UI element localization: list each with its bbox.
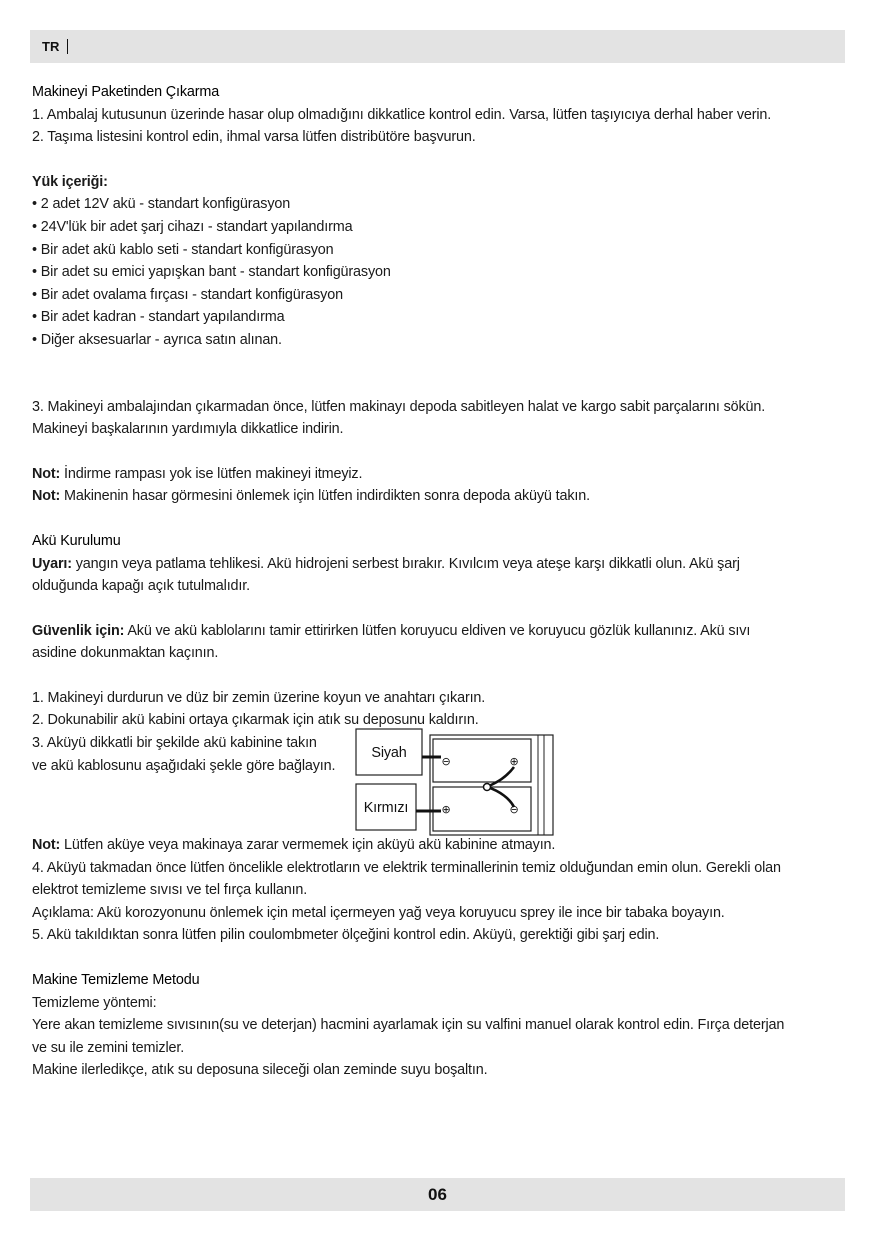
- terminal-minus-icon: ⊖: [441, 756, 451, 769]
- step: 1. Makineyi durdurun ve düz bir zemin üzerine koyun ve anahtarı çıkarın.: [32, 689, 486, 706]
- list-item: • Bir adet ovalama fırçası - standart konfigürasyon: [32, 286, 343, 303]
- note: [32, 463, 837, 486]
- page-number: 06: [428, 1185, 447, 1204]
- note-text: Makinenin hasar görmesini önlemek için lütfen indirdikten sonra depoda aküyü takın.: [60, 488, 590, 505]
- warning: [32, 553, 837, 576]
- section-title-cleaning: Makine Temizleme Metodu: [32, 972, 200, 989]
- paragraph: 1. Ambalaj kutusunun üzerinde hasar olup olmadığını dikkatlice kontrol edin. Varsa, lütfen taşıyıcıya derhal haber verin.: [32, 106, 772, 123]
- safety: [32, 620, 837, 643]
- step: 3. Aküyü dikkatli bir şekilde akü kabinine takın: [32, 735, 317, 752]
- warning-text: yangın veya patlama tehlikesi. Akü hidrojeni serbest bırakır. Kıvılcım veya ateşe karşı dikkatli olun. Akü şarj: [71, 555, 740, 572]
- list-item: • Bir adet kadran - standart yapılandırma: [32, 309, 285, 326]
- list-item: • 24V'lük bir adet şarj cihazı - standart yapılandırma: [32, 218, 353, 235]
- paragraph: Makineyi başkalarının yardımıyla dikkatlice indirin.: [32, 421, 344, 438]
- safety-text: Akü ve akü kablolarını tamir ettirirken lütfen koruyucu eldiven ve koruyucu gözlük kullanınız. Akü sıvı: [124, 622, 751, 639]
- note-text: İndirme rampası yok ise lütfen makineyi itmeyiz.: [60, 465, 363, 482]
- section-title-contents: Yük içeriği:: [32, 173, 108, 190]
- paragraph: Yere akan temizleme sıvısının(su ve deterjan) hacmini ayarlamak için su valfini manuel olarak kontrol edin. Fırça deterjan: [32, 1017, 785, 1034]
- list-item: • 2 adet 12V akü - standart konfigürasyon: [32, 196, 291, 213]
- note-label: Not:: [32, 465, 61, 482]
- terminal-plus-icon: ⊕: [509, 756, 519, 769]
- section-title-battery: Akü Kurulumu: [32, 532, 121, 549]
- language-label: TR: [42, 39, 68, 54]
- step: 5. Akü takıldıktan sonra lütfen pilin coulombmeter ölçeğini kontrol edin. Aküyü, gerektiği gibi şarj edin.: [32, 927, 660, 944]
- note: [32, 485, 837, 508]
- paragraph: ve su ile zemini temizler.: [32, 1039, 185, 1056]
- paragraph: Temizleme yöntemi:: [32, 994, 157, 1011]
- paragraph: asidine dokunmaktan kaçının.: [32, 645, 219, 662]
- explanation: Açıklama: Akü korozyonunu önlemek için metal içermeyen yağ veya koruyucu sprey ile ince bir tabaka boyayın.: [32, 904, 725, 921]
- section-title-unpacking: Makineyi Paketinden Çıkarma: [32, 84, 220, 100]
- paragraph: 2. Taşıma listesini kontrol edin, ihmal varsa lütfen distribütöre başvurun.: [32, 129, 476, 146]
- terminal-plus-icon: ⊕: [441, 804, 451, 817]
- label-black: Siyah: [371, 745, 407, 762]
- step: elektrot temizleme sıvısı ve tel fırça kullanın.: [32, 882, 308, 899]
- list-item: • Diğer aksesuarlar - ayrıca satın alınan.: [32, 331, 282, 348]
- header-bar: [30, 30, 845, 63]
- step: 2. Dokunabilir akü kabini ortaya çıkarmak için atık su deposunu kaldırın.: [32, 712, 479, 729]
- footer-bar: [30, 1178, 845, 1211]
- safety-label: Güvenlik için:: [32, 622, 125, 639]
- label-red: Kırmızı: [363, 800, 409, 817]
- terminal-minus-icon: ⊖: [509, 804, 519, 817]
- page-content: [32, 81, 837, 1082]
- paragraph: olduğunda kapağı açık tutulmalıdır.: [32, 578, 250, 595]
- step: ve akü kablosunu aşağıdaki şekle göre bağlayın.: [32, 757, 336, 774]
- step: 4. Aküyü takmadan önce lütfen öncelikle elektrotların ve elektrik terminallerinin temiz olduğundan emin olun. Gerekli olan: [32, 859, 781, 876]
- note-label: Not:: [32, 488, 61, 505]
- paragraph: Makine ilerledikçe, atık su deposuna sileceği olan zeminde suyu boşaltın.: [32, 1062, 488, 1079]
- battery-wiring-diagram: [355, 727, 555, 839]
- paragraph: 3. Makineyi ambalajından çıkarmadan önce, lütfen makinayı depoda sabitleyen halat ve kargo sabit parçalarını sökün.: [32, 398, 766, 415]
- list-item: • Bir adet su emici yapışkan bant - standart konfigürasyon: [32, 264, 391, 281]
- warning-label: Uyarı:: [32, 555, 72, 572]
- battery-diagram-row: [32, 732, 837, 834]
- note-text: Lütfen aküye veya makinaya zarar vermemek için aküyü akü kabinine atmayın.: [60, 837, 556, 854]
- note-label: Not:: [32, 837, 61, 854]
- list-item: • Bir adet akü kablo seti - standart konfigürasyon: [32, 241, 334, 258]
